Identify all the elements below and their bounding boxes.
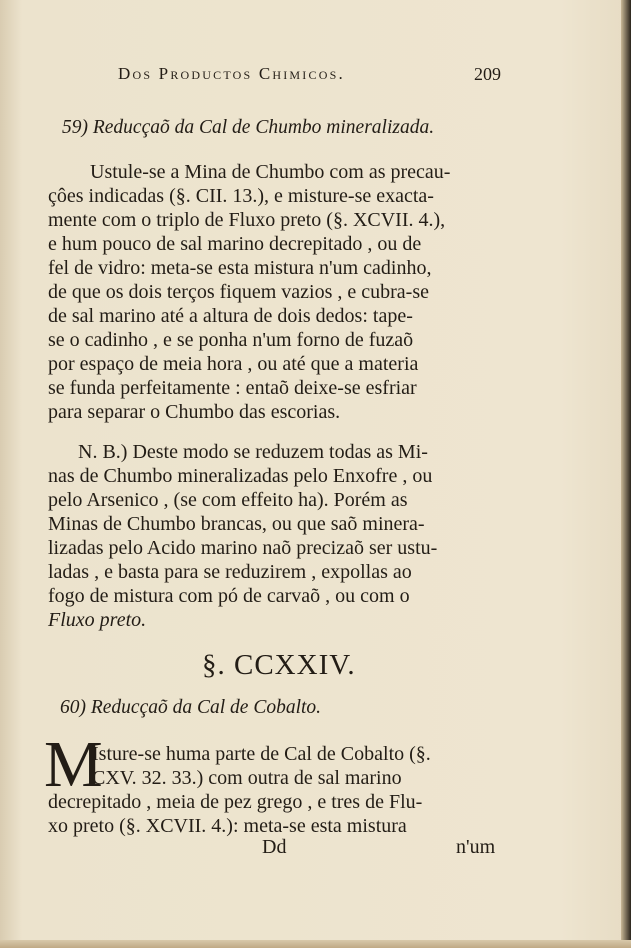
- text-line: nas de Chumbo mineralizadas pelo Enxofre , ou: [48, 465, 433, 487]
- text-line: decrepitado , meia de pez grego , e tres de Flu-: [48, 791, 423, 813]
- page-edge-bottom: [0, 940, 631, 948]
- text-line: para separar o Chumbo das escorias.: [48, 401, 341, 423]
- text-line: Ustule-se a Mina de Chumbo com as precau-: [90, 161, 451, 183]
- text-line: e hum pouco de sal marino decrepitado , ou de: [48, 233, 422, 255]
- drop-cap: M: [44, 728, 103, 801]
- text-line: se funda perfeitamente : entaõ deixe-se esfriar: [48, 377, 417, 399]
- running-title: Dos Productos Chimicos.: [118, 64, 345, 83]
- text-line: CXV. 32. 33.) com outra de sal marino: [92, 767, 402, 789]
- text-line: xo preto (§. XCVII. 4.): meta-se esta mistura: [48, 815, 407, 837]
- text-line: de sal marino até a altura de dois dedos: tape-: [48, 305, 413, 327]
- catchword: n'um: [456, 836, 496, 858]
- text-line: Isture-se huma parte de Cal de Cobalto (§.: [92, 743, 431, 765]
- text-line: de que os dois terços fiquem vazios , e cubra-se: [48, 281, 429, 303]
- text-line: Fluxo preto.: [48, 609, 147, 631]
- text-line: çôes indicadas (§. CII. 13.), e misture-se exacta-: [48, 185, 434, 207]
- page-edge-shadow: [621, 0, 631, 948]
- text-line: ladas , e basta para se reduzirem , expollas ao: [48, 561, 412, 583]
- text-line: se o cadinho , e se ponha n'um forno de fuzaõ: [48, 329, 414, 351]
- section-59-paragraph: [48, 160, 514, 424]
- signature-mark: Dd: [262, 836, 287, 858]
- text-line: mente com o triplo de Fluxo preto (§. XCVII. 4.),: [48, 209, 446, 231]
- text-line: N. B.) Deste modo se reduzem todas as Mi-: [78, 441, 428, 463]
- section-60-paragraph: [48, 742, 514, 838]
- text-line: lizadas pelo Acido marino naõ precizaõ ser ustu-: [48, 537, 438, 559]
- section-59-heading: 59) Reducçaõ da Cal de Chumbo mineralizada.: [62, 117, 435, 138]
- text-line: pelo Arsenico , (se com effeito ha). Porém as: [48, 489, 408, 511]
- text-line: por espaço de meia hora , ou até que a materia: [48, 353, 419, 375]
- text-line: Minas de Chumbo brancas, ou que saõ minera-: [48, 513, 425, 535]
- text-line: fogo de mistura com pó de carvaõ , ou com o: [48, 585, 410, 607]
- page-number: 209: [474, 64, 501, 84]
- section-60-heading: 60) Reducçaõ da Cal de Cobalto.: [60, 697, 322, 718]
- nota-bene-paragraph: [48, 440, 514, 632]
- text-line: fel de vidro: meta-se esta mistura n'um cadinho,: [48, 257, 432, 279]
- section-mark: §. CCXXIV.: [202, 649, 356, 681]
